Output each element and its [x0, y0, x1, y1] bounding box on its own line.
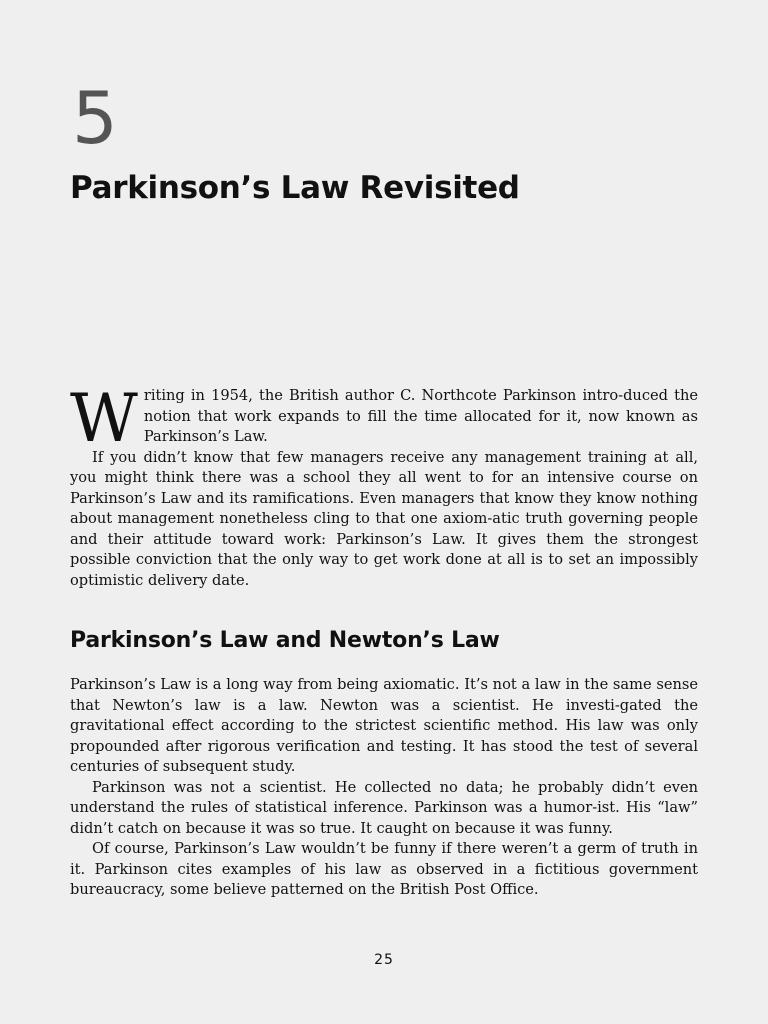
chapter-title: Parkinson’s Law Revisited: [70, 170, 520, 206]
intro-opening-text: riting in 1954, the British author C. Northcote Parkinson intro-duced the notion that work expands to fill the time allocated for it, now known as Parkinson’s Law.: [143, 387, 698, 445]
section-heading: Parkinson’s Law and Newton’s Law: [70, 628, 500, 653]
section-paragraph-1: Parkinson’s Law is a long way from being axiomatic. It’s not a law in the same sense that Newton’s law is a law. Newton was a scientist. He investi-gated the gravitational effect according to the strictest scientific method. His law was only propounded after rigorous verification and testing. It has stood the test of several centuries of subsequent study.: [70, 676, 698, 775]
intro-text: [70, 380, 698, 591]
section-paragraph-3: Of course, Parkinson’s Law wouldn’t be funny if there weren’t a germ of truth in it. Parkinson cites examples of his law as observed in a fictitious government bureaucracy, some believe patterned on the British Post Office.: [70, 840, 698, 898]
drop-cap: W: [70, 380, 138, 457]
chapter-number: 5: [72, 76, 118, 160]
section-text: [70, 675, 698, 901]
intro-paragraph-2: If you didn’t know that few managers receive any management training at all, you might think there was a school they all went to for an intensive course on Parkinson’s Law and its ramifications. Even managers that know they know nothing about management nonetheless cling to that one axiom-atic truth governing people and their attitude toward work: Parkinson’s Law. It gives them the strongest possible conviction that the only way to get work done at all is to set an impossibly optimistic delivery date.: [70, 448, 698, 589]
page-number: 25: [374, 952, 394, 968]
intro-paragraph-1: [70, 380, 698, 457]
section-paragraph-2: Parkinson was not a scientist. He collected no data; he probably didn’t even understand the rules of statistical inference. Parkinson was a humor-ist. His “law” didn’t catch on because it was so true. It caught on because it was funny.: [70, 778, 698, 837]
